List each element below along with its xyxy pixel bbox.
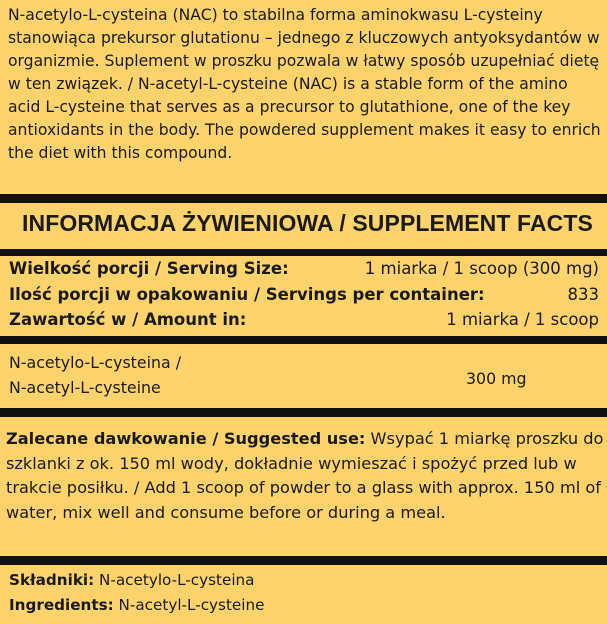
ingredient-name-en: N-acetyl-L-cysteine [9, 378, 161, 397]
ingredients-pl-label: Składniki: [9, 571, 95, 589]
amount-in-label: Zawartość w / Amount in: [9, 310, 247, 329]
ingredients-en-label: Ingredients: [9, 596, 114, 614]
ingredients-en-value: N-acetyl-L-cysteine [113, 596, 265, 614]
suggested-use-label: Zalecane dawkowanie / Suggested use: [6, 429, 366, 448]
serving-size-row [9, 256, 599, 281]
product-description: N-acetylo-L-cysteina (NAC) to stabilna forma aminokwasu L-cysteiny stanowiąca prekursor glutationu – jednego z kluczowych antyoksydantów w organizmie. Suplement w proszku pozwala w łatwy sposób uzupełniać dietę w ten związek. / N-acetyl-L-cysteine (NAC) is a stable form of the amino acid L-cysteine that serves as a precursor to glutathione, one of the key antioxidants in the body. The powdered supplement makes it easy to enrich the diet with this compound. [8, 6, 601, 162]
suggested-use [6, 427, 604, 525]
divider-thick-bottom [0, 556, 607, 565]
suggested-use-text: Wsypać 1 miarkę proszku do szklanki z ok. 150 ml wody, dokładnie wymieszać i spożyć przed lub w trakcie posiłku. / Add 1 scoop of powder to a glass with approx. 150 ml of water, mix well and consume before or during a meal. [6, 429, 604, 522]
divider-thick-serving [0, 336, 607, 344]
servings-per-container-label: Ilość porcji w opakowaniu / Servings per container: [9, 285, 485, 304]
ingredients-pl-value: N-acetylo-L-cysteina [94, 571, 255, 589]
servings-per-container-row [9, 282, 599, 307]
serving-size-label: Wielkość porcji / Serving Size: [9, 259, 289, 278]
ingredient-name [9, 350, 269, 400]
ingredient-amount: 300 mg [466, 369, 527, 388]
amount-in-value: 1 miarka / 1 scoop [446, 310, 599, 329]
divider-thick-top [0, 194, 607, 203]
servings-per-container-value: 833 [567, 285, 599, 304]
ingredient-name-pl: N-acetylo-L-cysteina / [9, 353, 182, 372]
ingredients-pl [9, 568, 599, 592]
divider-thick-heading [0, 249, 607, 256]
divider-thick-ingredients [0, 408, 607, 417]
serving-size-value: 1 miarka / 1 scoop (300 mg) [364, 259, 599, 278]
amount-in-row [9, 307, 599, 332]
ingredients-en [9, 593, 599, 617]
supplement-facts-heading: INFORMACJA ŻYWIENIOWA / SUPPLEMENT FACTS [22, 210, 593, 236]
